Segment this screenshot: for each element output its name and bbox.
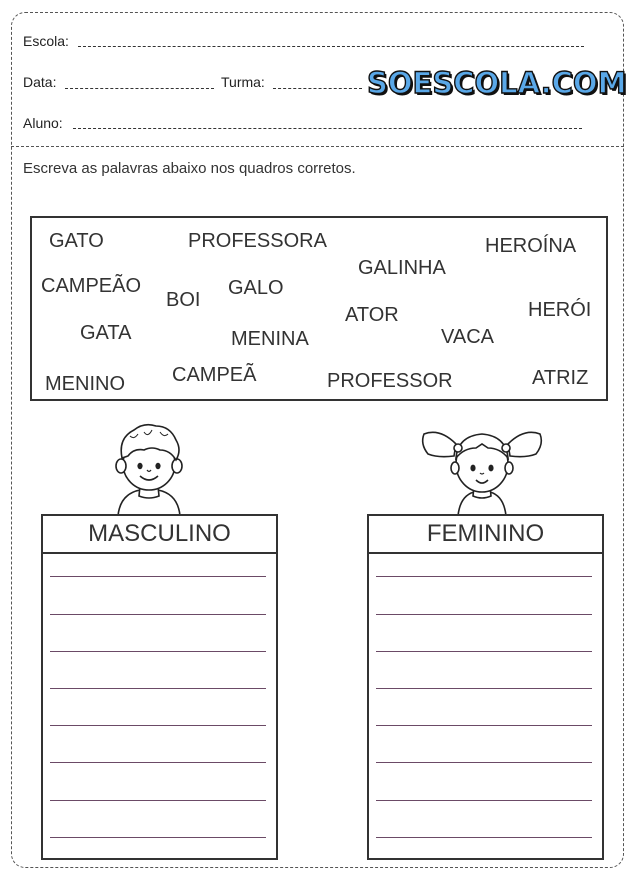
word-item: CAMPEÃ <box>172 364 257 386</box>
word-item: GALO <box>228 277 284 299</box>
class-write-line[interactable] <box>273 88 362 89</box>
date-write-line[interactable] <box>65 88 214 89</box>
feminine-write-line[interactable] <box>376 688 592 689</box>
word-item: HERÓI <box>528 299 592 321</box>
header-divider <box>11 146 624 147</box>
word-item: MENINA <box>231 328 309 350</box>
student-label: Aluno: <box>23 115 63 131</box>
feminine-write-line[interactable] <box>376 800 592 801</box>
masculine-box <box>41 514 278 860</box>
feminine-write-line[interactable] <box>376 725 592 726</box>
word-item: BOI <box>166 289 201 311</box>
girl-icon <box>418 418 546 516</box>
word-item: GATA <box>80 322 132 344</box>
student-write-line[interactable] <box>73 128 582 129</box>
word-item: ATOR <box>345 304 399 326</box>
word-item: PROFESSOR <box>327 370 453 392</box>
masculine-heading: MASCULINO <box>43 516 276 554</box>
masculine-write-line[interactable] <box>50 837 266 838</box>
masculine-write-line[interactable] <box>50 651 266 652</box>
date-label: Data: <box>23 74 57 90</box>
feminine-write-line[interactable] <box>376 837 592 838</box>
word-item: VACA <box>441 326 494 348</box>
class-label: Turma: <box>221 74 265 90</box>
feminine-write-line[interactable] <box>376 614 592 615</box>
masculine-write-line[interactable] <box>50 688 266 689</box>
feminine-write-line[interactable] <box>376 576 592 577</box>
word-item: ATRIZ <box>532 367 589 389</box>
masculine-write-line[interactable] <box>50 614 266 615</box>
school-write-line[interactable] <box>78 46 584 47</box>
feminine-write-line[interactable] <box>376 762 592 763</box>
school-label: Escola: <box>23 33 69 49</box>
instruction-text: Escreva as palavras abaixo nos quadros corretos. <box>23 160 356 177</box>
masculine-write-line[interactable] <box>50 725 266 726</box>
word-item: CAMPEÃO <box>41 275 142 297</box>
masculine-write-line[interactable] <box>50 762 266 763</box>
site-logo: SOESCOLA.COM <box>367 66 627 100</box>
masculine-write-line[interactable] <box>50 800 266 801</box>
boy-icon <box>104 420 194 516</box>
word-item: MENINO <box>45 373 125 395</box>
feminine-heading: FEMININO <box>369 516 602 554</box>
feminine-write-line[interactable] <box>376 651 592 652</box>
word-item: HEROÍNA <box>485 235 577 257</box>
word-item: PROFESSORA <box>188 230 327 252</box>
word-item: GALINHA <box>358 257 446 279</box>
feminine-box <box>367 514 604 860</box>
masculine-write-line[interactable] <box>50 576 266 577</box>
word-item: GATO <box>49 230 104 252</box>
